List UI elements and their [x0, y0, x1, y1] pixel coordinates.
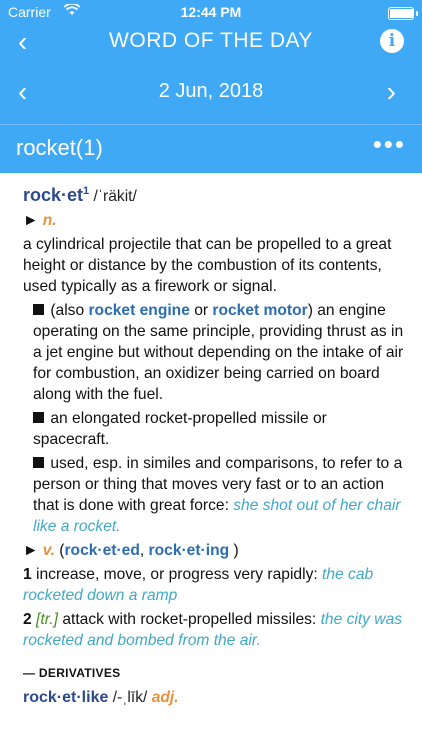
subsense-1-pre: (also — [50, 302, 89, 319]
example-text: the cab rocketed down a ramp — [23, 566, 374, 604]
battery-icon — [388, 7, 414, 20]
pos-noun: n. — [42, 212, 57, 229]
next-day-button[interactable]: › — [386, 76, 396, 107]
more-options-button[interactable]: ••• — [372, 129, 406, 159]
pos-verb: v. — [42, 542, 55, 559]
sense-number: 2 — [23, 611, 32, 628]
subsense-1-post: ) an engine operating on the same principle, providing thrust as in a jet engine but without depending on the intake of air for combustion, an oxidizer being carried on board along with the fuel. — [33, 302, 404, 403]
clock: 12:44 PM — [180, 4, 242, 20]
definition-1: a cylindrical projectile that can be propelled to a great height or distance by the combustion of its contents, used typically as a firework or signal. — [23, 236, 392, 295]
grammar-label: [tr.] — [36, 611, 58, 628]
pronunciation: /ˈräkit/ — [93, 188, 137, 205]
battery-level — [390, 9, 414, 18]
forms-close: ) — [233, 542, 239, 559]
word-title: rocket(1) — [16, 135, 103, 160]
example-text: the city was rocketed and bombed from the air. — [23, 611, 403, 649]
sense-number: 1 — [23, 566, 32, 583]
forms-open: ( — [59, 542, 65, 559]
form-rocketing[interactable]: rock·et·ing — [148, 542, 230, 559]
derivative-line — [23, 687, 406, 708]
bullet-square-icon — [33, 457, 44, 468]
forms-sep: , — [139, 542, 149, 559]
subsense-2 — [33, 408, 406, 450]
info-icon[interactable]: i — [380, 29, 404, 53]
subsense-1-mid: or — [189, 302, 213, 319]
subsenses — [23, 300, 406, 537]
example-text: she shot out of her chair like a rocket. — [33, 497, 401, 535]
play-icon: ► — [23, 542, 39, 559]
date-bar — [0, 62, 422, 124]
bullet-square-icon — [33, 412, 44, 423]
pos-noun-line — [23, 210, 406, 231]
derivatives-heading: — DERIVATIVES — [23, 666, 121, 680]
verb-sense-1-text: increase, move, or progress very rapidly: — [36, 566, 323, 583]
link-rocket-engine[interactable]: rocket engine — [88, 302, 190, 319]
subsense-3-text: used, esp. in similes and comparisons, to refer to a person or thing that moves very fast or to an action that is done with great force: — [33, 455, 403, 514]
derivative-pos: adj. — [151, 689, 179, 706]
page-title: WORD OF THE DAY — [109, 29, 313, 52]
form-rocketed[interactable]: rock·et·ed — [64, 542, 140, 559]
derivative-word: rock·et·like — [23, 689, 109, 706]
previous-day-button[interactable]: ‹ — [18, 76, 28, 107]
headword-text: rock·et — [23, 185, 84, 205]
verb-sense-2 — [23, 609, 406, 651]
pos-verb-line — [23, 540, 406, 561]
subsense-3 — [33, 453, 406, 537]
status-bar — [0, 0, 422, 26]
bullet-square-icon — [33, 304, 44, 315]
subsense-1 — [33, 300, 406, 405]
verb-sense-2-text: attack with rocket-propelled missiles: — [57, 611, 321, 628]
play-icon: ► — [23, 212, 39, 229]
header — [0, 0, 422, 173]
verb-sense-1 — [23, 564, 406, 606]
headword — [23, 185, 89, 205]
date-label: 2 Jun, 2018 — [158, 80, 264, 102]
back-button[interactable]: ‹ — [18, 26, 28, 57]
nav-bar — [0, 26, 422, 62]
entry-content — [0, 173, 422, 708]
link-rocket-motor[interactable]: rocket motor — [212, 302, 308, 319]
headword-line — [23, 181, 406, 207]
word-bar — [0, 124, 422, 173]
carrier-label: Carrier — [8, 4, 51, 20]
headword-sup: 1 — [83, 185, 90, 197]
derivative-pron: /-ˌlīk/ — [112, 689, 148, 706]
subsense-2-text: an elongated rocket-propelled missile or spacecraft. — [33, 410, 327, 448]
